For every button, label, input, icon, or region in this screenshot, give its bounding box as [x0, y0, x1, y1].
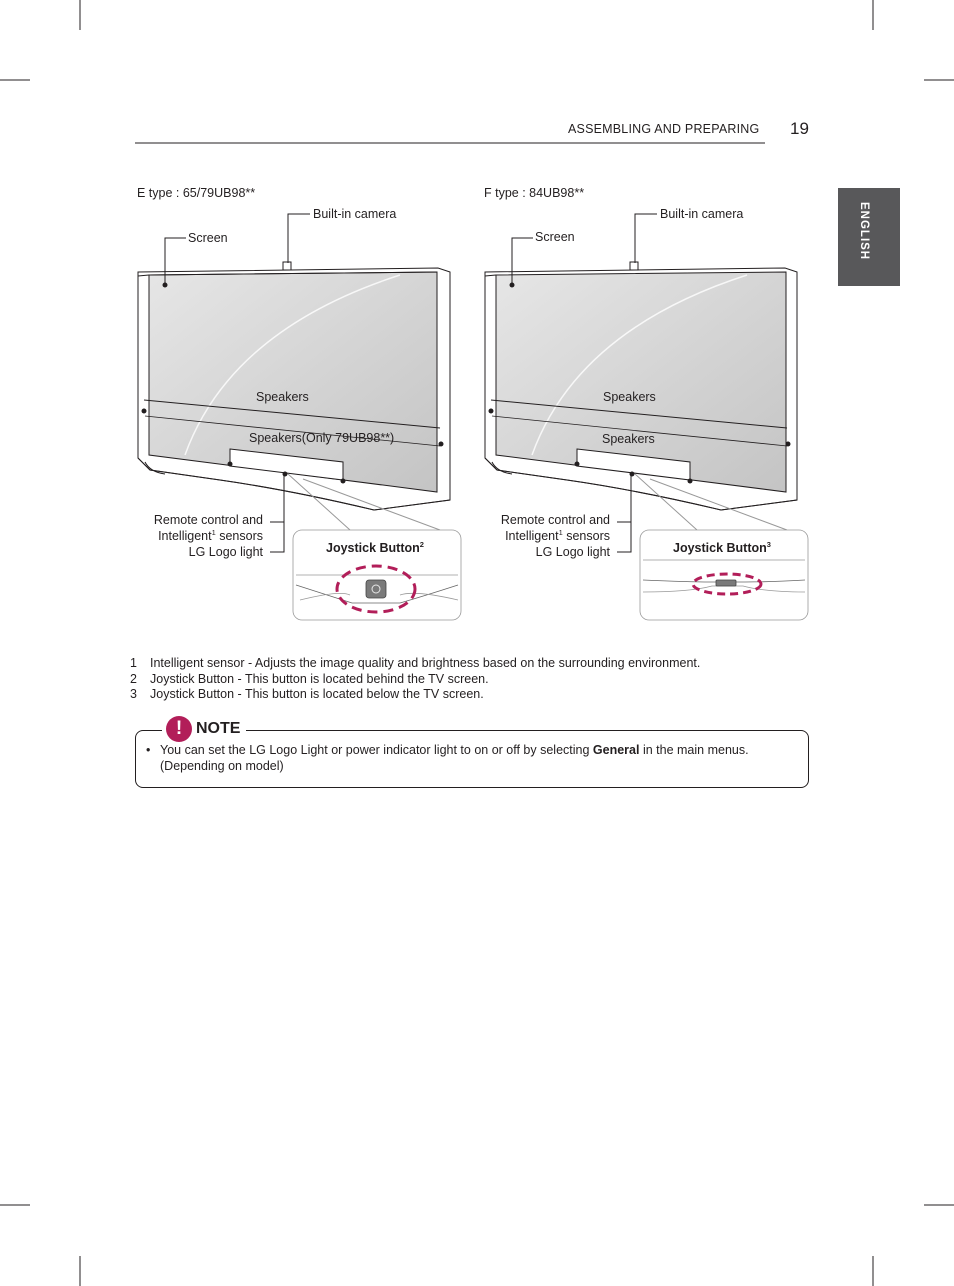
footnote-ref: 1	[211, 527, 216, 537]
footnote-ref: 2	[419, 539, 424, 549]
diagram-e-speakers-bottom-label: Speakers(Only 79UB98**)	[249, 431, 395, 445]
footnote-number: 1	[130, 656, 137, 670]
diagram-e-screen-label: Screen	[188, 231, 228, 245]
note-text-part: in the main menus.	[639, 743, 749, 757]
footnote-number: 3	[130, 687, 137, 701]
diagram-f-remote-label: Remote control and	[500, 513, 610, 527]
diagram-e-sensor-label	[130, 529, 263, 543]
diagram-e-speakers-label: Speakers	[256, 390, 309, 404]
diagram-f-speakers-bottom-label: Speakers	[602, 432, 655, 446]
footnote-text: Joystick Button - This button is located behind the TV screen.	[150, 672, 489, 686]
footnote-number: 2	[130, 672, 137, 686]
sensor-label-text: Intelligent	[158, 529, 212, 543]
tv-f-drawing	[485, 262, 797, 510]
header-section-title: ASSEMBLING AND PREPARING	[568, 122, 760, 136]
page-number: 19	[790, 119, 809, 138]
tv-e-drawing	[138, 262, 450, 510]
diagram-f-logo-light-label: LG Logo light	[535, 545, 610, 559]
footnote-text: Intelligent sensor - Adjusts the image quality and brightness based on the surrounding environment.	[150, 656, 701, 670]
note-title: NOTE	[196, 720, 241, 737]
diagram-e-camera-label: Built-in camera	[313, 207, 397, 221]
language-tab	[838, 188, 900, 286]
diagram-f-joystick-label	[673, 541, 771, 555]
footnote-ref: 1	[558, 527, 563, 537]
note-text	[146, 743, 749, 757]
footnote-text: Joystick Button - This button is located below the TV screen.	[150, 687, 484, 701]
diagram-f-title: F type : 84UB98**	[484, 186, 585, 200]
sensor-label-text: Intelligent	[505, 529, 559, 543]
note-text-line2: (Depending on model)	[160, 759, 284, 773]
joystick-label-text: Joystick Button	[673, 541, 767, 555]
diagram-f-screen-label: Screen	[535, 230, 575, 244]
footnote-ref: 3	[766, 539, 771, 549]
diagram-f-camera-label: Built-in camera	[660, 207, 744, 221]
diagram-f-speakers-label: Speakers	[603, 390, 656, 404]
diagram-e-remote-label: Remote control and	[153, 513, 263, 527]
diagram-e-title: E type : 65/79UB98**	[137, 186, 256, 200]
exclamation-icon: !	[166, 716, 192, 742]
bullet-icon: •	[146, 743, 151, 757]
diagram-e-joystick-label	[326, 541, 424, 555]
note-header	[162, 714, 246, 744]
footnote-1	[130, 656, 700, 670]
diagram-f-sensor-label	[477, 529, 610, 543]
sensor-label-suffix: sensors	[562, 529, 610, 543]
diagram-e-logo-light-label: LG Logo light	[188, 545, 263, 559]
footnote-3	[130, 687, 484, 701]
joystick-label-text: Joystick Button	[326, 541, 420, 555]
sensor-label-suffix: sensors	[215, 529, 263, 543]
note-text-bold: General	[592, 743, 640, 757]
language-tab-label: ENGLISH	[858, 202, 870, 261]
note-text-part: You can set the LG Logo Light or power indicator light to on or off by selecting	[160, 743, 593, 757]
footnote-2	[130, 672, 489, 686]
